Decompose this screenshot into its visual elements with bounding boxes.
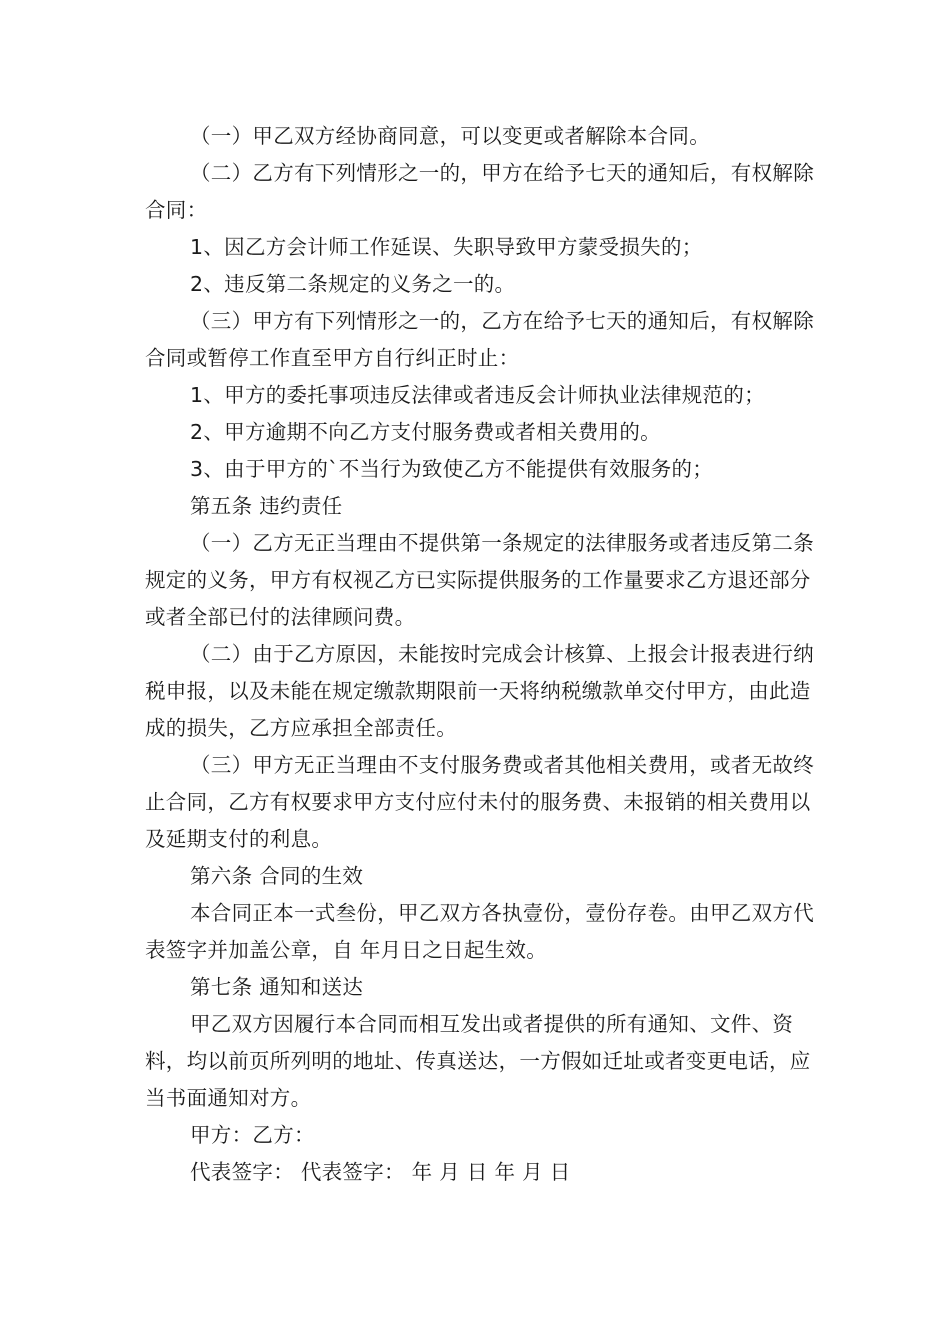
article-heading: 第七条 通知和送达 [190, 975, 364, 999]
clause-paragraph: （一）乙方无正当理由不提供第一条规定的法律服务或者违反第二条规定的义务，甲方有权视乙方已实际提供服务的工作量要求乙方退还部分或者全部已付的法律顾问费。 [145, 531, 814, 629]
list-item: 1、甲方的委托事项违反法律或者违反会计师执业法律规范的； [190, 383, 765, 407]
clause-paragraph: 本合同正本一式叁份，甲乙双方各执壹份，壹份存卷。由甲乙双方代表签字并加盖公章，自 年月日之日起生效。 [145, 901, 814, 962]
list-item: 2、违反第二条规定的义务之一的。 [190, 272, 516, 296]
signature-line: 代表签字： 代表签字： 年 月 日 年 月 日 [190, 1160, 571, 1184]
parties-line: 甲方：乙方： [190, 1123, 315, 1147]
list-item: 3、由于甲方的`不当行为致使乙方不能提供有效服务的； [190, 457, 714, 481]
clause-paragraph: （二）由于乙方原因，未能按时完成会计核算、上报会计报表进行纳税申报，以及未能在规定缴款期限前一天将纳税缴款单交付甲方，由此造成的损失，乙方应承担全部责任。 [145, 642, 814, 740]
article-heading: 第五条 违约责任 [190, 494, 343, 518]
clause-paragraph: （一）甲乙双方经协商同意，可以变更或者解除本合同。 [190, 124, 710, 148]
clause-paragraph: 甲乙双方因履行本合同而相互发出或者提供的所有通知、文件、资料，均以前页所列明的地址、传真送达，一方假如迁址或者变更电话，应当书面通知对方。 [145, 1012, 811, 1110]
clause-paragraph: （二）乙方有下列情形之一的，甲方在给予七天的通知后，有权解除合同： [145, 161, 814, 222]
clause-paragraph: （三）甲方无正当理由不支付服务费或者其他相关费用，或者无故终止合同，乙方有权要求甲方支付应付未付的服务费、未报销的相关费用以及延期支付的利息。 [145, 753, 814, 851]
list-item: 2、甲方逾期不向乙方支付服务费或者相关费用的。 [190, 420, 661, 444]
list-item: 1、因乙方会计师工作延误、失职导致甲方蒙受损失的； [190, 235, 703, 259]
article-heading: 第六条 合同的生效 [190, 864, 364, 888]
clause-paragraph: （三）甲方有下列情形之一的，乙方在给予七天的通知后，有权解除合同或暂停工作直至甲方自行纠正时止： [145, 309, 814, 370]
contract-body [145, 118, 815, 1191]
